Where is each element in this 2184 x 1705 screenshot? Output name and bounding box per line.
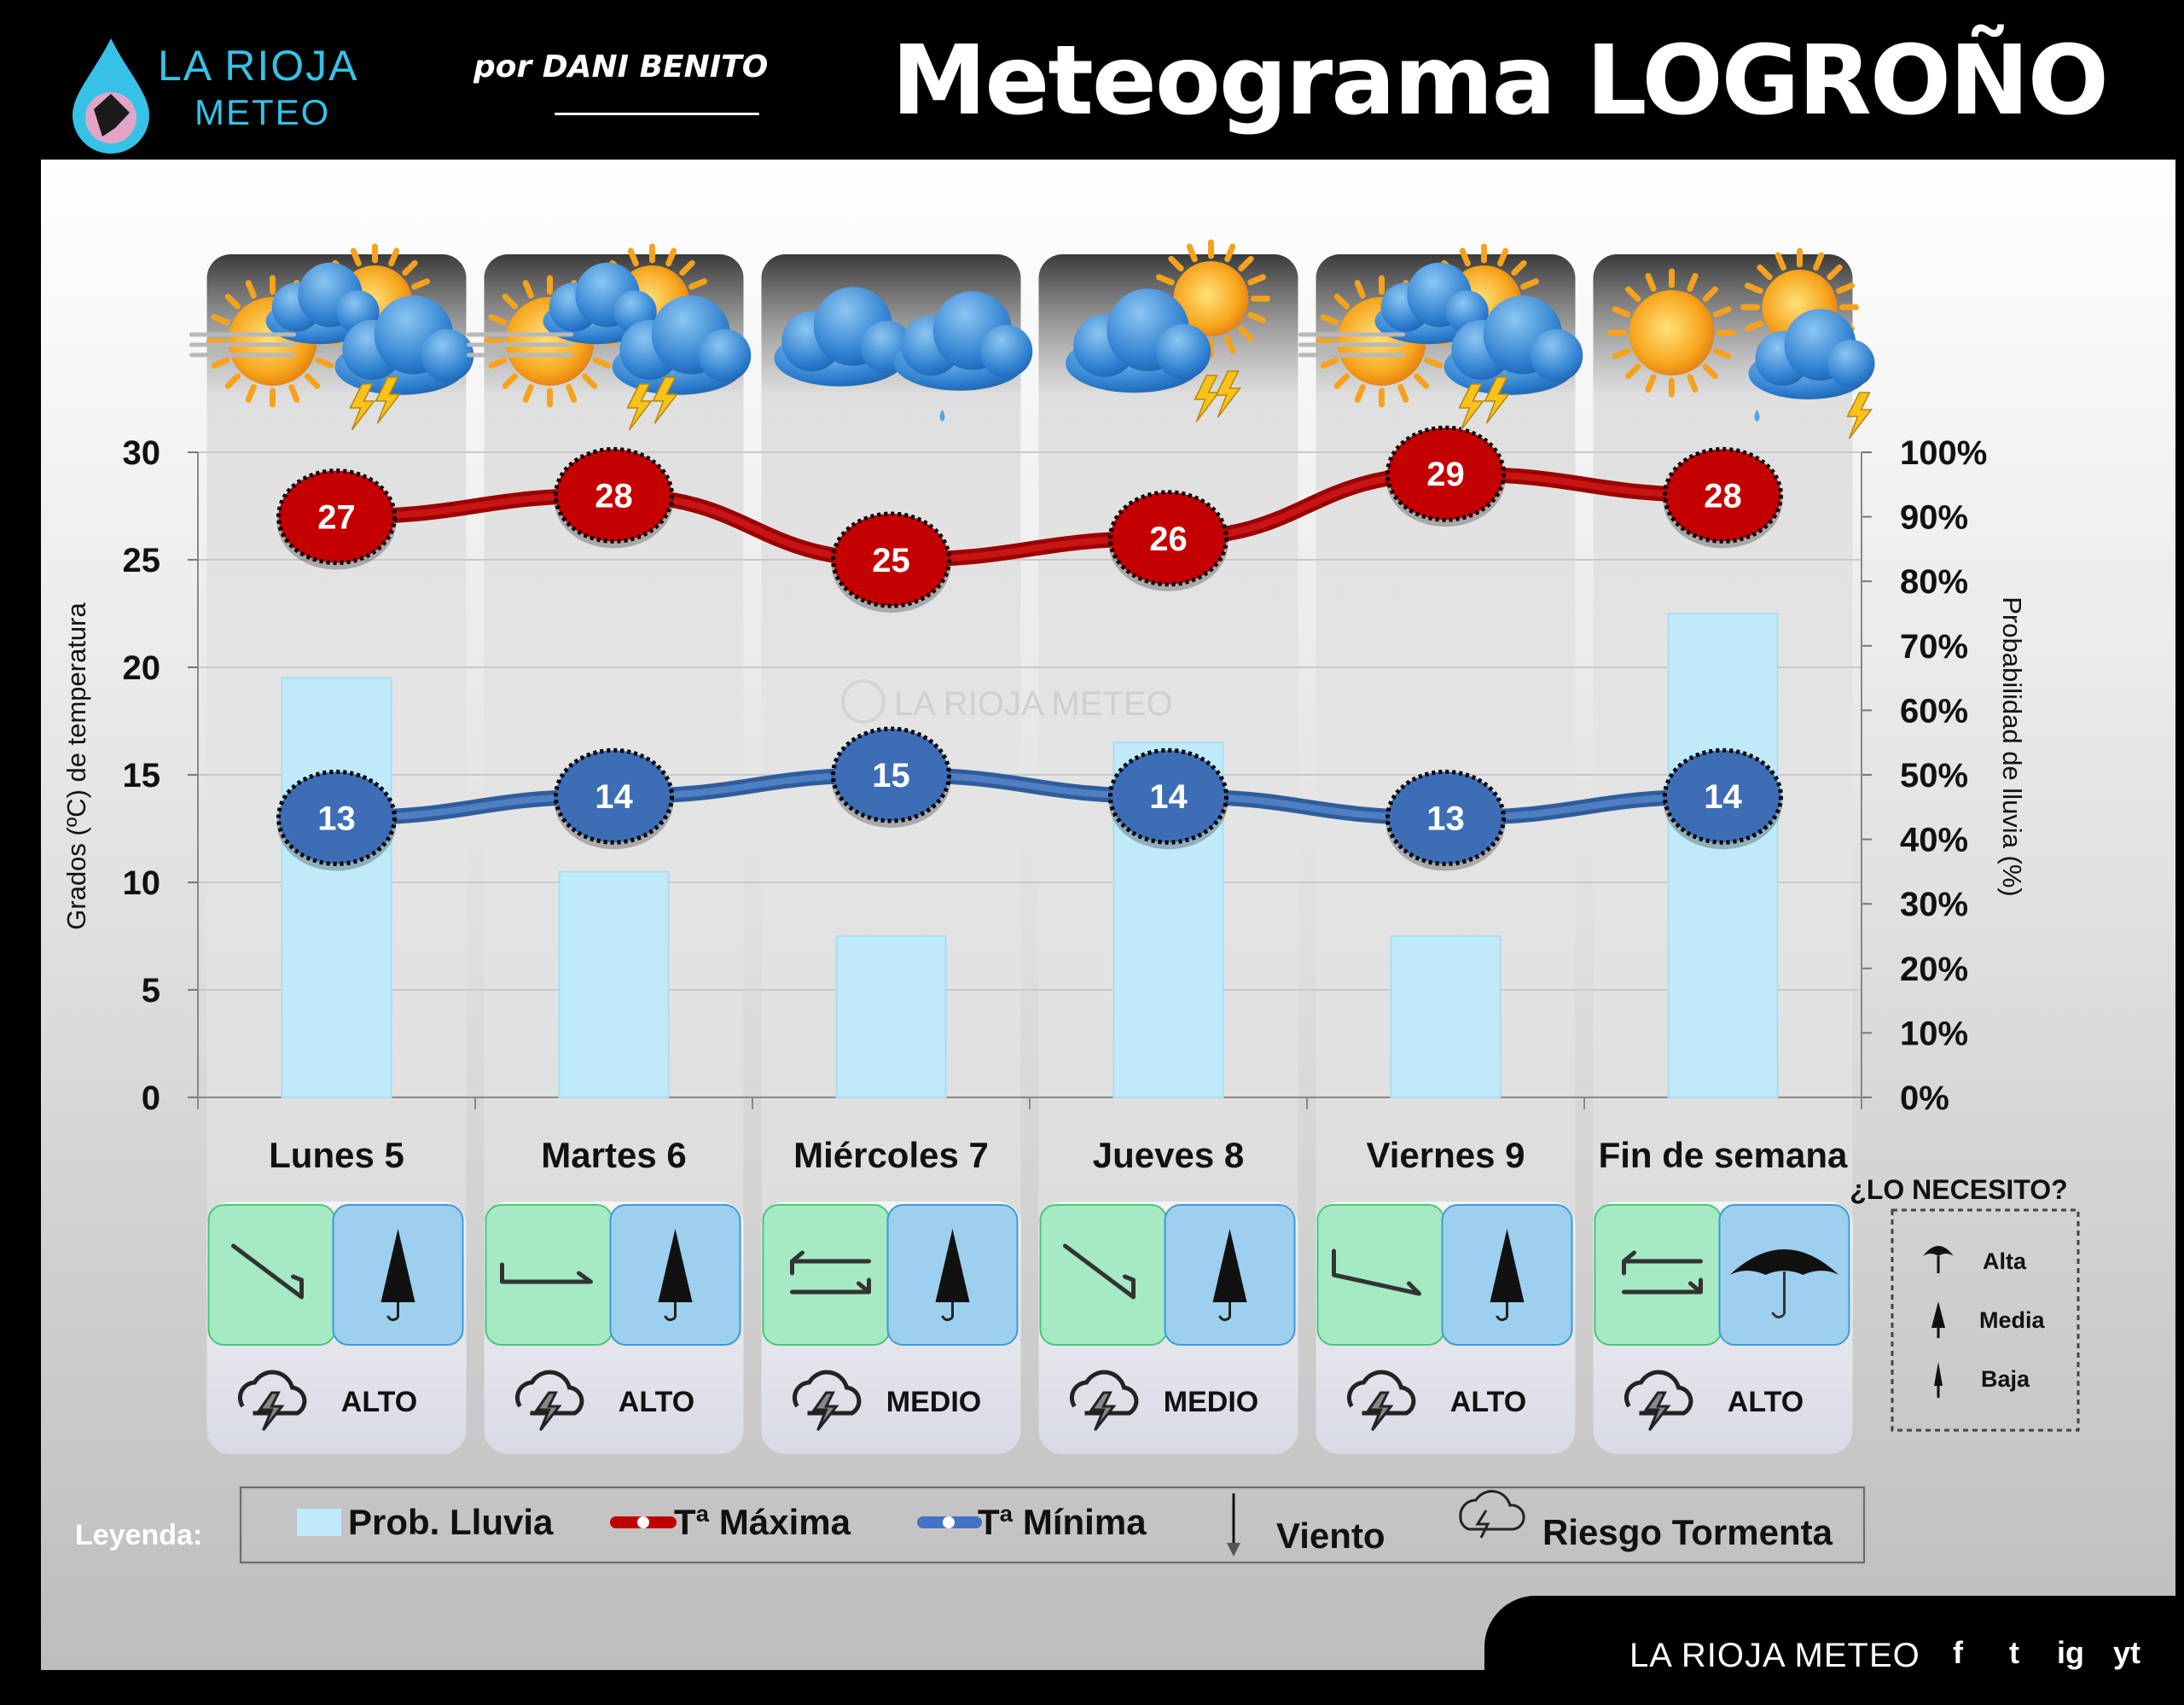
min-temp-bubble [1109, 750, 1228, 849]
y-right-tick: 60% [1900, 692, 1969, 730]
max-temp-bubble-value: 29 [1426, 456, 1465, 494]
day-label: Miércoles 7 [793, 1135, 989, 1175]
day-card [1039, 1202, 1298, 1454]
y-right-tick: 90% [1900, 498, 1969, 537]
max-temp-bubble-value: 25 [872, 542, 910, 579]
day-label: Lunes 5 [269, 1135, 404, 1175]
storm-risk-level: MEDIO [886, 1386, 982, 1418]
max-temp-bubble [1386, 428, 1506, 527]
watermark-text: LA RIOJA METEO [894, 685, 1173, 723]
legend [75, 1487, 1864, 1562]
rain-bar [560, 871, 669, 1097]
y-left-tick: 25 [122, 542, 160, 579]
min-temp-bubble-value: 14 [1149, 778, 1188, 817]
rain-bar [1669, 614, 1778, 1097]
legend-max: Tª Máxima [674, 1502, 851, 1542]
day-label: Fin de semana [1598, 1135, 1848, 1175]
need-level-alta: Alta [1983, 1248, 2027, 1274]
min-temp-bubble [832, 729, 951, 828]
y-right-tick: 0% [1900, 1079, 1949, 1117]
umbrella-open-icon [1923, 1246, 1954, 1273]
rain-bar [1391, 936, 1501, 1097]
day-card [1594, 1202, 1853, 1454]
y-right-tick: 50% [1900, 757, 1969, 794]
storm-risk-level: ALTO [340, 1386, 418, 1418]
y-right-tick: 80% [1900, 563, 1969, 602]
min-temp-bubble-value: 15 [872, 757, 910, 794]
day-label: Martes 6 [541, 1135, 687, 1175]
day-card [1316, 1202, 1576, 1454]
day-card [207, 1202, 467, 1454]
y-left-tick: 20 [122, 649, 160, 687]
y-left-tick: 5 [141, 972, 160, 1010]
wind-box [486, 1205, 613, 1345]
storm-icon [1461, 1492, 1524, 1538]
min-temp-bubble [1664, 750, 1783, 849]
wind-box [1595, 1205, 1722, 1345]
day-label: Viernes 9 [1366, 1135, 1525, 1175]
max-temp-bubble-value: 26 [1149, 520, 1188, 558]
rain-bar [837, 936, 946, 1097]
max-temp-bubble [555, 449, 674, 548]
legend-rain-swatch [297, 1509, 341, 1536]
y-left-tick: 0 [141, 1079, 160, 1117]
max-temp-bubble-value: 27 [317, 498, 356, 537]
logo-line1: LA RIOJA [158, 42, 359, 90]
legend-rain: Prob. Lluvia [348, 1502, 554, 1542]
max-temp-bubble-value: 28 [595, 477, 633, 515]
legend-heading: Leyenda: [75, 1519, 203, 1551]
y-left-tick: 15 [122, 757, 160, 794]
wind-box [764, 1205, 890, 1345]
byline: por DANI BENITO [473, 49, 769, 84]
page-title: Meteograma LOGROÑO [891, 26, 2107, 137]
y-right-tick: 70% [1900, 627, 1969, 666]
day-card [762, 1202, 1021, 1454]
min-temp-bubble [555, 750, 674, 849]
storm-risk-level: ALTO [618, 1386, 695, 1418]
day-label: Jueves 8 [1092, 1135, 1245, 1175]
umbrella-closed-icon [1934, 1362, 1943, 1398]
max-temp-bubble-value: 28 [1704, 477, 1742, 515]
umbrella-half-icon [1931, 1301, 1945, 1338]
need-level-baja: Baja [1981, 1366, 2030, 1392]
footer [0, 1670, 2184, 1705]
y-left-tick: 30 [122, 434, 160, 472]
max-temp-bubble [1109, 492, 1228, 591]
legend-min-dot [943, 1516, 955, 1528]
y-left-tick: 10 [122, 864, 160, 902]
min-temp-bubble-value: 13 [317, 800, 356, 838]
y-right-tick: 20% [1900, 950, 1969, 988]
y-right-tick: 30% [1900, 886, 1969, 924]
storm-risk-level: MEDIO [1163, 1386, 1259, 1418]
storm-risk-level: ALTO [1727, 1386, 1804, 1418]
legend-max-dot [637, 1516, 649, 1528]
legend-min: Tª Mínima [978, 1502, 1147, 1542]
y-left-label: Grados (ºC) de temperatura [61, 602, 91, 930]
twitter-icon[interactable]: t [2009, 1635, 2019, 1670]
min-temp-bubble-value: 14 [1704, 778, 1742, 817]
need-box-title: ¿LO NECESITO? [1850, 1174, 2068, 1205]
min-temp-bubble-value: 13 [1426, 800, 1465, 838]
storm-risk-level: ALTO [1449, 1386, 1527, 1418]
y-right-tick: 100% [1900, 434, 1988, 472]
instagram-icon[interactable]: ig [2057, 1635, 2084, 1670]
min-temp-bubble [1386, 771, 1506, 870]
footer-brand[interactable]: LA RIOJA METEO [1629, 1637, 1920, 1674]
max-temp-bubble [277, 471, 397, 570]
facebook-icon[interactable]: f [1953, 1635, 1963, 1670]
need-level-media: Media [1979, 1307, 2045, 1333]
y-right-tick: 40% [1900, 821, 1969, 859]
min-temp-bubble-value: 14 [595, 778, 633, 817]
wind-arrow-icon [1227, 1493, 1240, 1557]
min-temp-bubble [277, 771, 397, 870]
max-temp-bubble [1664, 449, 1783, 548]
need-box [1850, 1174, 2078, 1430]
day-card [485, 1202, 744, 1454]
youtube-icon[interactable]: yt [2112, 1635, 2140, 1670]
max-temp-bubble [832, 514, 951, 613]
social-links [1930, 1635, 2155, 1671]
y-right-label: Probabilidad de lluvia (%) [1997, 596, 2027, 897]
logo-line2: METEO [195, 92, 331, 132]
legend-storm: Riesgo Tormenta [1542, 1512, 1833, 1552]
legend-wind: Viento [1276, 1516, 1385, 1556]
rain-bar [282, 678, 392, 1097]
y-right-tick: 10% [1900, 1015, 1969, 1053]
